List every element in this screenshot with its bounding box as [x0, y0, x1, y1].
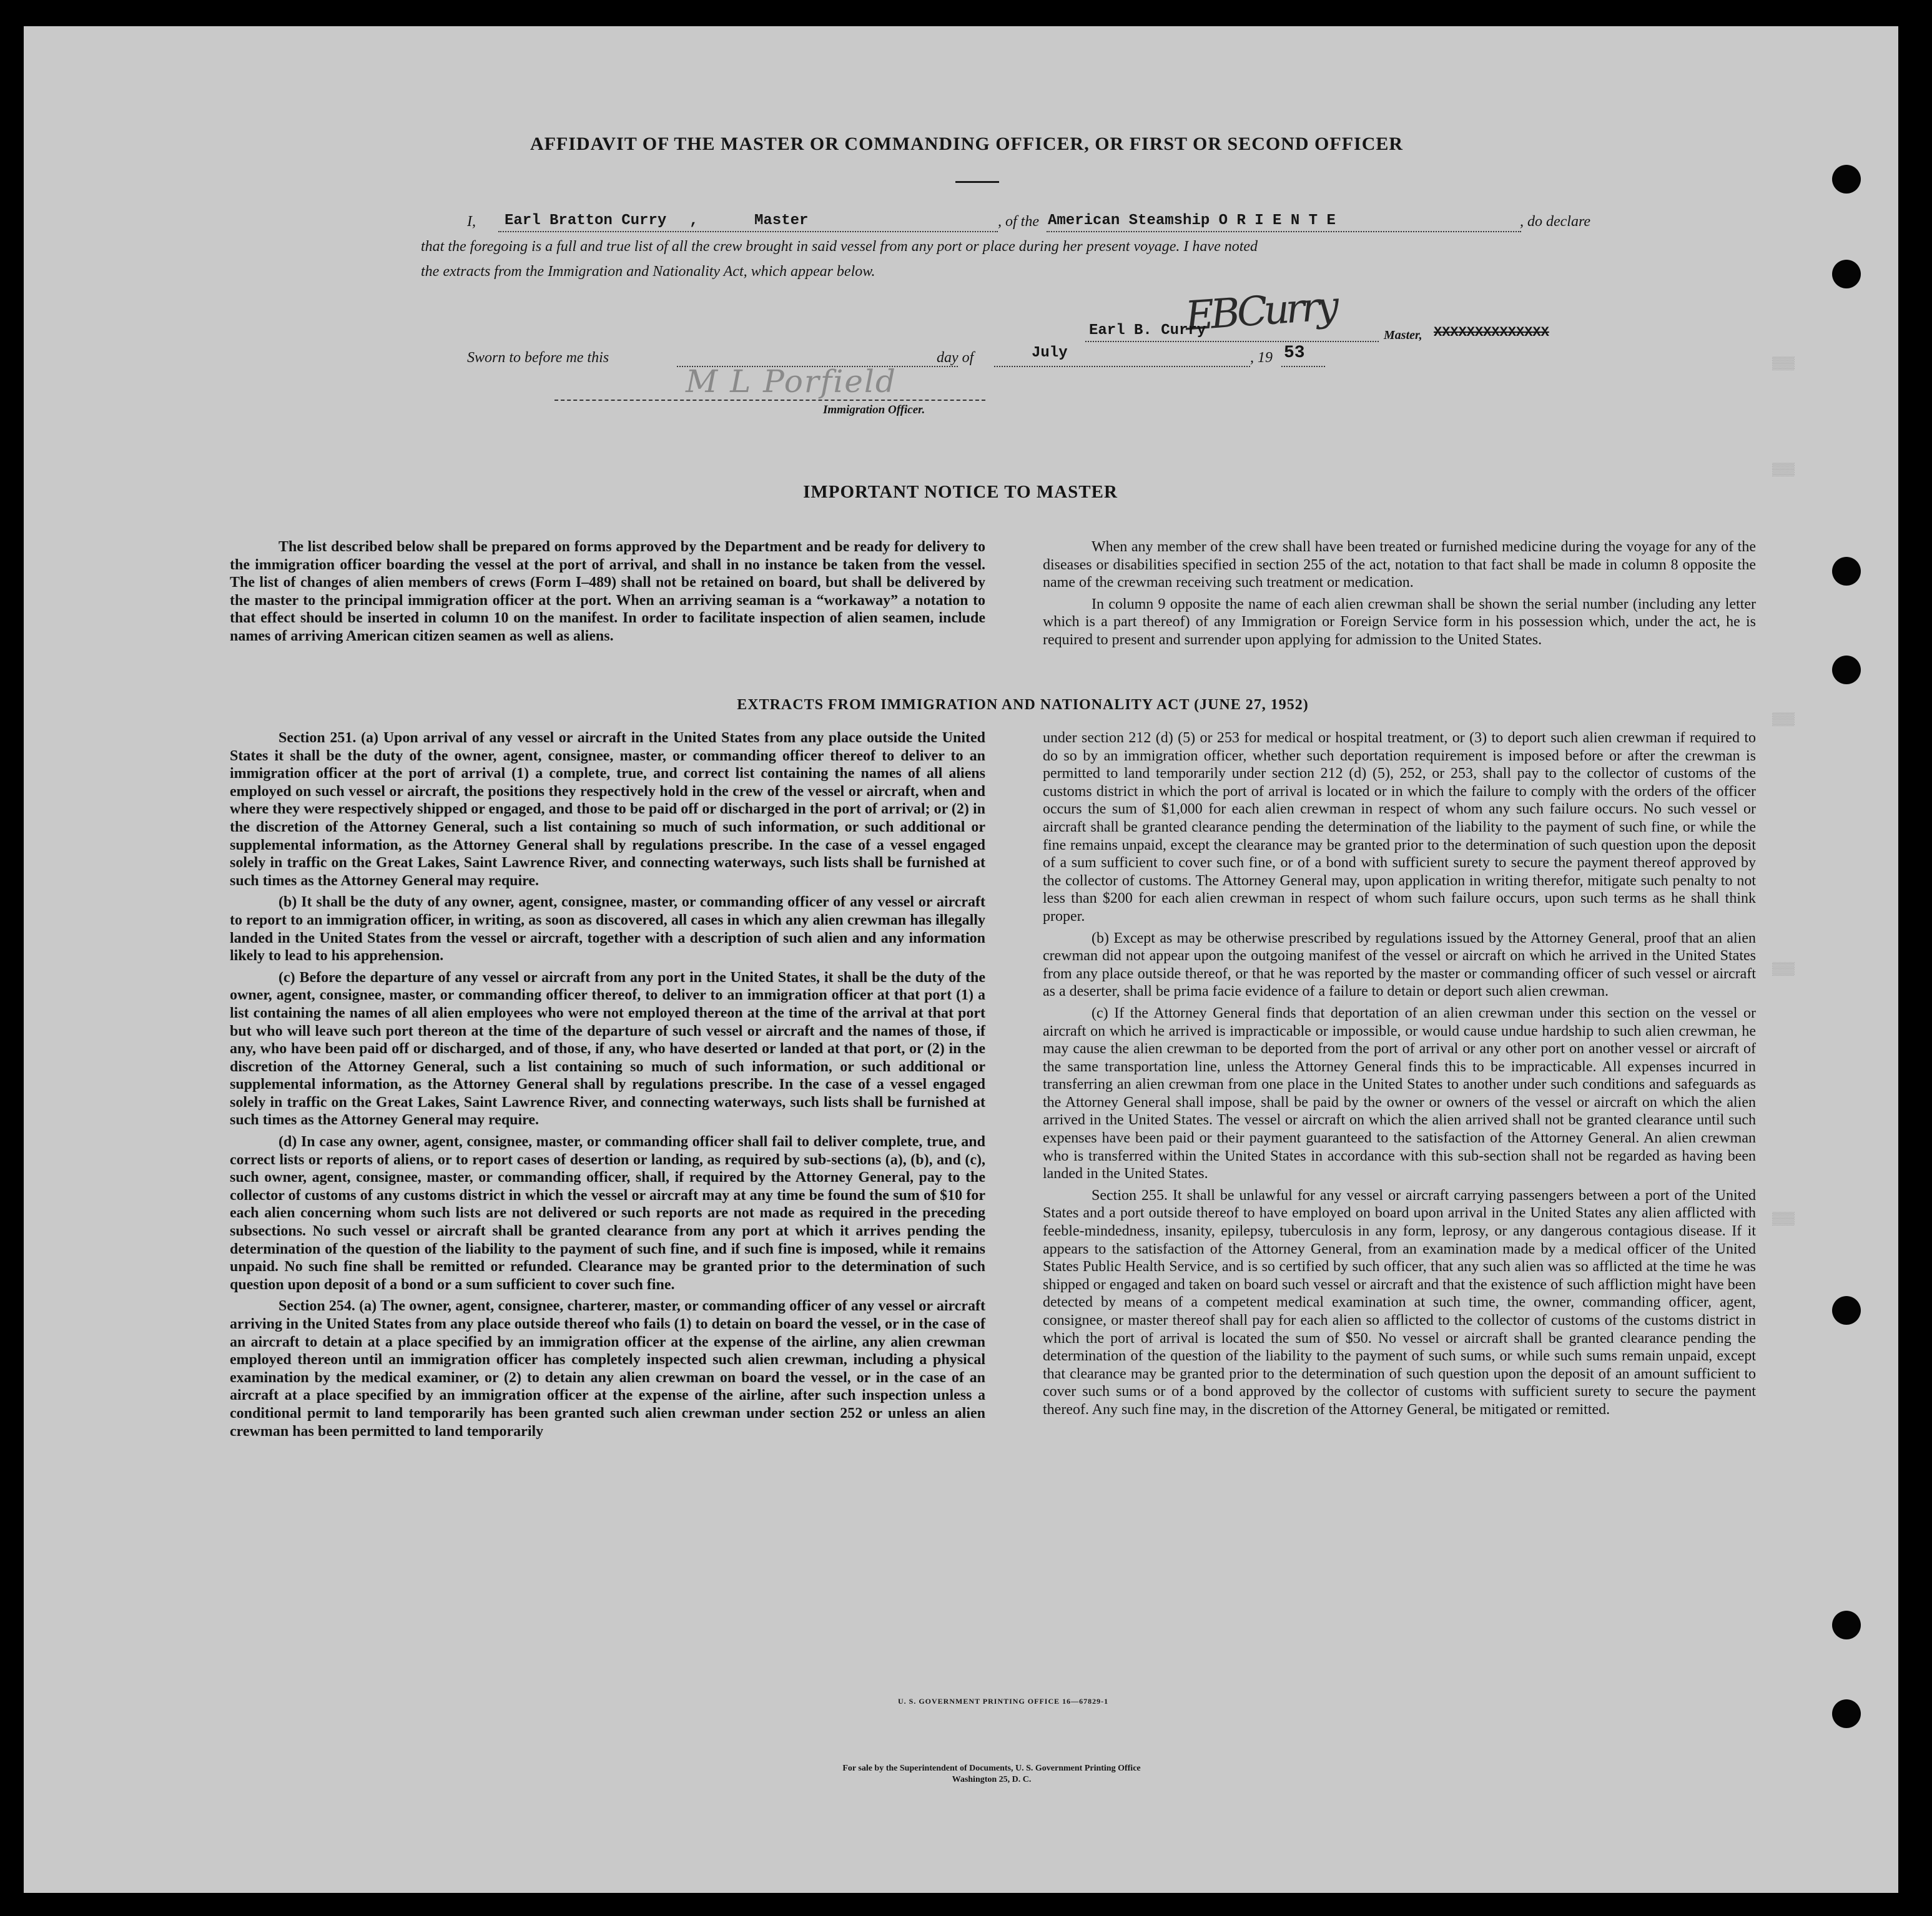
extracts-left-column [230, 729, 985, 1444]
document-page [24, 26, 1898, 1893]
do-declare-label: , do declare [1520, 214, 1591, 230]
binder-hole [1832, 557, 1861, 586]
immigration-officer-caption: Immigration Officer. [823, 403, 925, 416]
master-typed-name: Earl B. Curry [1089, 322, 1206, 339]
master-signature: EBCurry [1183, 283, 1337, 340]
binder-hole [1832, 1296, 1861, 1325]
sworn-month: July [1032, 345, 1068, 361]
year-prefix: , 19 [1250, 350, 1273, 366]
section-255: Section 255. It shall be unlawful for any vessel or aircraft carrying passengers between a port of the United States and a port outside thereof to have employed on board upon arrival in the United States any alien afflicted with feeble-mindedness, insanity, epilepsy, tuberculosis in any form, leprosy, or any dangerous contagious disease. If it appears to the satisfaction of the Attorney General, from an examination made by a medical officer of the United States Public Health Service, and is so certified by such officer, that any such alien was so afflicted at the time he was shipped or engaged and taken on board such vessel or aircraft and that the existence of such affliction might have been detected by means of a competent medical examination at such time, the owner, commanding officer, agent, consignee, or master thereof shall pay for each alien so afflicted to the collector of customs of the customs district in which the port of arrival is located the sum of $50. No vessel or aircraft shall be granted clearance pending the determination of the question of the liability to the payment of such sums, or while such sums remain unpaid, except that clearance may be granted prior to the determination of such question upon the deposit of an amount sufficient to cover such sums or of a bond approved by the collector of customs with sufficient surety to secure the payment thereof. Any such fine may, in the discretion of the Attorney General, be mitigated or remitted. [1043, 1187, 1756, 1418]
notice-right-paragraph-1: When any member of the crew shall have been treated or furnished medicine during the voyage for any of the diseases or disabilities specified in section 255 of the act, notation to that fact shall be made in column 8 opposite the name of the crewman receiving such treatment or medication. [1043, 539, 1756, 591]
for-sale-line-1: For sale by the Superintendent of Documents, U. S. Government Printing Office [842, 1764, 1141, 1773]
sworn-label: Sworn to before me this [467, 350, 609, 366]
sworn-year: 53 [1284, 343, 1305, 363]
bleed-through: ▒▒▒ [1772, 713, 1795, 727]
vessel-field-line [1047, 231, 1521, 232]
declarant-rank: Master [754, 212, 809, 229]
notice-left-column [230, 538, 985, 649]
master-label: Master, [1384, 328, 1422, 342]
notice-right-column [1043, 538, 1756, 653]
printing-office-line: U. S. GOVERNMENT PRINTING OFFICE 16—67829-1 [898, 1697, 1109, 1706]
sworn-month-line [994, 366, 1250, 367]
declarant-sep: , [689, 212, 699, 229]
declaration-i-label: I, [467, 214, 476, 230]
section-251-d: (d) In case any owner, agent, consignee, master, or commanding officer shall fail to deliver complete, true, and correct lists or reports of aliens, or to report cases of desertion or landing, as required by sub-sections (a), (b), and (c), such owner, agent, consignee, master, or commanding officer, shall, if required by the Attorney General, pay to the collector of customs of any customs district in which the vessel or aircraft may at any time be found the sum of $10 for each alien concerning whom such lists are not delivered or such reports are not made as required in the preceding subsections. No such vessel or aircraft shall be granted clearance from any port at which it arrives pending the determination of the question of the liability to the payment of such fine, and if such fine is imposed, while it remains unpaid. No such fine shall be remitted or refunded. Clearance may be granted prior to the determination of such question upon deposit of a bond or a sum sufficient to cover such fine. [230, 1134, 985, 1293]
officer-signature-line [554, 400, 985, 401]
declarant-field-line [498, 231, 998, 232]
title-rule [955, 181, 999, 183]
bleed-through: ▒▒▒ [1772, 357, 1795, 371]
section-251-c: (c) Before the departure of any vessel or aircraft from any port in the United States, it shall be the duty of the owner, agent, consignee, master, or commanding officer thereof, to deliver to an immigration officer at that port (1) a list containing the names of all alien employees who were not employed thereon at the time of the arrival at that port but who will leave such port thereon at the time of the departure of such vessel or aircraft and the names of those, if any, who have been paid off or discharged, and of those, if any, who have deserted or landed at that port, or (2) in the discretion of the Attorney General, such a list containing so much of such information, or such additional or supplemental information, as the Attorney General shall by regulations prescribe. In the case of a vessel engaged solely in traffic on the Great Lakes, Saint Lawrence River, and connecting waterways, such lists shall be furnished at such times as the Attorney General may require. [230, 969, 985, 1129]
extracts-heading: EXTRACTS FROM IMMIGRATION AND NATIONALITY ACT (JUNE 27, 1952) [737, 697, 1309, 713]
section-254-a: Section 254. (a) The owner, agent, consignee, charterer, master, or commanding officer of any vessel or aircraft arriving in the United States from any place outside thereof who fails (1) to detain on board the vessel, or in the case of an aircraft to detain at a place specified by an immigration officer at the expense of the airline, any alien crewman employed thereon until an immigration officer has completely inspected such alien crewman, including a physical examination by the medical examiner, or (2) to detain any alien crewman on board the vessel, or in the case of an aircraft at a place specified by an immigration officer at the expense of the airline, after such inspection unless a conditional permit to land temporarily has been granted such alien crewman under section 252 or unless an alien crewman has been permitted to land temporarily [230, 1298, 985, 1440]
declaration-line-2: that the foregoing is a full and true list of all the crew brought in said vessel from any port or place during her present voyage. I have noted [421, 238, 1258, 255]
immigration-officer-signature: M L Porfield [686, 363, 897, 400]
affidavit-title: AFFIDAVIT OF THE MASTER OR COMMANDING OFFICER, OR FIRST OR SECOND OFFICER [530, 134, 1404, 154]
section-254-b: (b) Except as may be otherwise prescribed by regulations issued by the Attorney General, proof that an alien crewman did not appear upon the outgoing manifest of the vessel or aircraft on which he arrived in the United States from any place outside thereof, or that he was reported by the master or commanding officer of such vessel or aircraft as a deserter, shall be prima facie evidence of a failure to detain or deport such alien crewman. [1043, 930, 1756, 1000]
bleed-through: ▒▒▒ [1772, 963, 1795, 977]
notice-right-paragraph-2: In column 9 opposite the name of each alien crewman shall be shown the serial number (including any letter which is a part thereof) of any Immigration or Foreign Service form in his possession which, under the act, he is required to present and surrender upon applying for admission to the United States. [1043, 596, 1756, 648]
binder-hole [1832, 165, 1861, 194]
declaration-line-3: the extracts from the Immigration and Nationality Act, which appear below. [421, 263, 875, 280]
notice-heading: IMPORTANT NOTICE TO MASTER [803, 482, 1118, 502]
section-254-a-continued: under section 212 (d) (5) or 253 for medical or hospital treatment, or (3) to deport such alien crewman if required to do so by an immigration officer, whether such deportation requirement is imposed before or after the crewman is permitted to land temporarily under section 212 (d) (5), 252, or 253, shall pay to the collector of customs of the customs district in which the port of arrival is located or in which the failure to comply with the orders of the officer occurs the sum of $1,000 for each alien crewman in respect of whom any such failure occurs. No such vessel or aircraft shall be granted clearance pending the determination of the liability to the payment of such fine, or while the fine remains unpaid, except the clearance may be granted prior to the determination of such question upon the deposit of a sum sufficient to cover such fine, or of a bond with sufficient surety to secure the payment thereof approved by the collector of customs. The Attorney General may, upon application in writing therefor, mitigate such penalty to not less than $200 for each alien crewman in respect of whom such failure occurs, upon such terms as he shall think proper. [1043, 730, 1756, 925]
extracts-right-column [1043, 729, 1756, 1423]
notice-left-paragraph: The list described below shall be prepared on forms approved by the Department and be ready for delivery to the immigration officer boarding the vessel at the port of arrival, and shall in no instance be taken from the vessel. The list of changes of alien members of crews (Form I–489) shall not be retained on board, but shall be delivered by the master to the principal immigration officer at the port. When an arriving seaman is a “workaway” a notation to that effect should be inserted in column 10 on the manifest. In order to facilitate inspection of alien seamen, include names of arriving American citizen seamen as well as aliens. [230, 539, 985, 644]
day-of-label: day of [937, 350, 974, 366]
struck-rank-text: XXXXXXXXXXXXXX [1434, 325, 1549, 340]
of-the-label: , of the [998, 214, 1039, 230]
section-254-c: (c) If the Attorney General finds that deportation of an alien crewman under this section on the vessel or aircraft on which he arrived is impracticable or impossible, or would cause undue hardship to such alien crewman, he may cause the alien crewman to be deported from the port of arrival or any other port on another vessel or aircraft of the same transportation line, unless the Attorney General finds this to be impracticable. All expenses incurred in transferring an alien crewman from one place in the United States to another under such conditions and safeguards as the Attorney General shall impose, shall be paid by the owner or owners of the vessel or aircraft on which the alien arrived in the United States. The vessel or aircraft on which the alien arrived shall not be granted clearance until such expenses have been paid or their payment guaranteed to the satisfaction of the Attorney General. An alien crewman who is transferred within the United States in accordance with this sub-section shall not be regarded as having been landed in the United States. [1043, 1005, 1756, 1182]
binder-hole [1832, 656, 1861, 684]
bleed-through: ▒▒▒ [1772, 1212, 1795, 1227]
bleed-through: ▒▒▒ [1772, 463, 1795, 478]
section-251-a: Section 251. (a) Upon arrival of any vessel or aircraft in the United States from any place outside the United States it shall be the duty of the owner, agent, consignee, master, or commanding officer thereof to deliver to an immigration officer at the port of arrival (1) a complete, true, and correct list containing the names of all aliens employed on such vessel or aircraft, the positions they respectively hold in the crew of the vessel or aircraft, when and where they were respectively shipped or engaged, and those to be paid off or discharged in the port of arrival; or (2) in the discretion of the Attorney General, such a list containing so much of such information, or such additional or supplemental information, as the Attorney General shall by regulations prescribe. In the case of a vessel engaged solely in traffic on the Great Lakes, Saint Lawrence River, and connecting waterways, such lists shall be furnished at such times as the Attorney General may require. [230, 730, 985, 889]
section-251-b: (b) It shall be the duty of any owner, agent, consignee, master, or commanding officer of any vessel or aircraft to report to an immigration officer, in writing, as soon as discovered, all cases in which any alien crewman has illegally landed in the United States from the vessel or aircraft, together with a description of such alien and any information likely to lead to his apprehension. [230, 894, 985, 965]
for-sale-line-2: Washington 25, D. C. [952, 1775, 1032, 1784]
declarant-name: Earl Bratton Curry [505, 212, 667, 229]
binder-hole [1832, 260, 1861, 288]
binder-hole [1832, 1699, 1861, 1728]
master-signature-line [1085, 341, 1379, 342]
sworn-year-line [1281, 366, 1325, 367]
binder-hole [1832, 1611, 1861, 1639]
vessel-name: American Steamship O R I E N T E [1048, 212, 1336, 229]
